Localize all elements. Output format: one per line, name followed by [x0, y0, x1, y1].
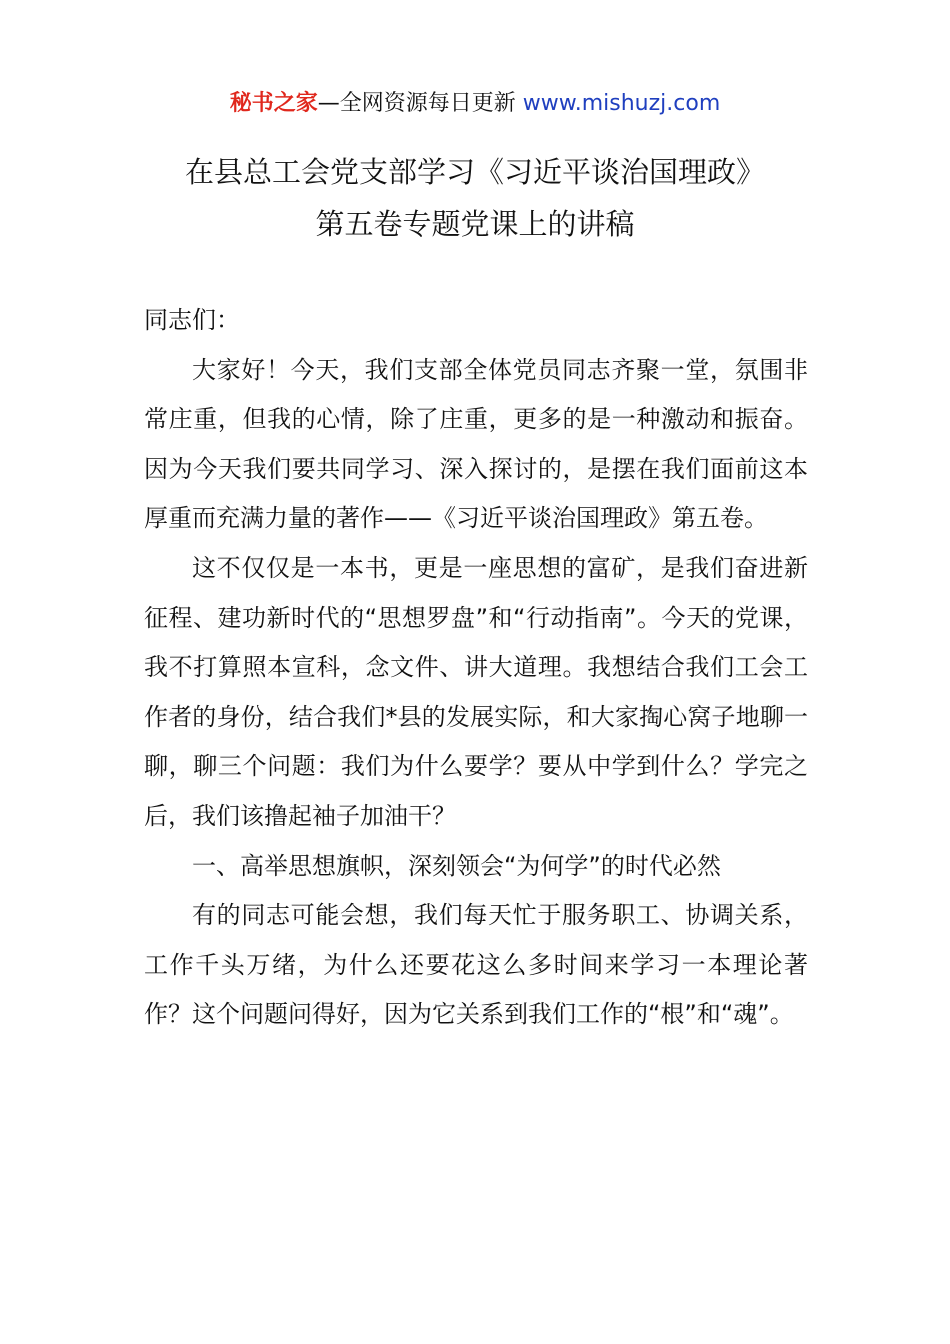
salutation: 同志们： — [144, 306, 240, 334]
site-url-link[interactable]: www.mishuzj.com — [522, 91, 721, 116]
site-slogan: 全网资源每日更新 — [339, 91, 523, 116]
paragraph-intro: 大家好！今天，我们支部全体党员同志齐聚一堂，氛围非常庄重，但我的心情，除了庄重，更多的是一种激动和振奋。因为今天我们要共同学习、深入探讨的，是摆在我们面前这本厚重而充满力量的著作——《习近平谈治国理政》第五卷。 — [144, 355, 808, 533]
site-brand: 秘书之家 — [229, 91, 318, 116]
document-title-line-2: 第五卷专题党课上的讲稿 — [315, 207, 635, 241]
section-heading-1: 一、高举思想旗帜，深刻领会“为何学”的时代必然 — [192, 851, 721, 880]
site-header — [0, 88, 950, 120]
paragraph-section-1: 有的同志可能会想，我们每天忙于服务职工、协调关系，工作千头万绪，为什么还要花这么多时间来学习一本理论著作？这个问题问得好，因为它关系到我们工作的“根”和“魂”。 — [144, 901, 808, 1029]
document-title — [60, 146, 890, 250]
header-dash: — — [317, 91, 340, 116]
document-body — [144, 296, 808, 1040]
document-title-line-1: 在县总工会党支部学习《习近平谈治国理政》 — [184, 155, 765, 189]
paragraph-overview: 这不仅仅是一本书，更是一座思想的富矿，是我们奋进新征程、建功新时代的“思想罗盘”和“行动指南”。今天的党课，我不打算照本宣科，念文件、讲大道理。我想结合我们工会工作者的身份，结合我们*县的发展实际，和大家掏心窝子地聊一聊，聊三个问题：我们为什么要学？要从中学到什么？学完之后，我们该撸起袖子加油干？ — [144, 553, 808, 830]
